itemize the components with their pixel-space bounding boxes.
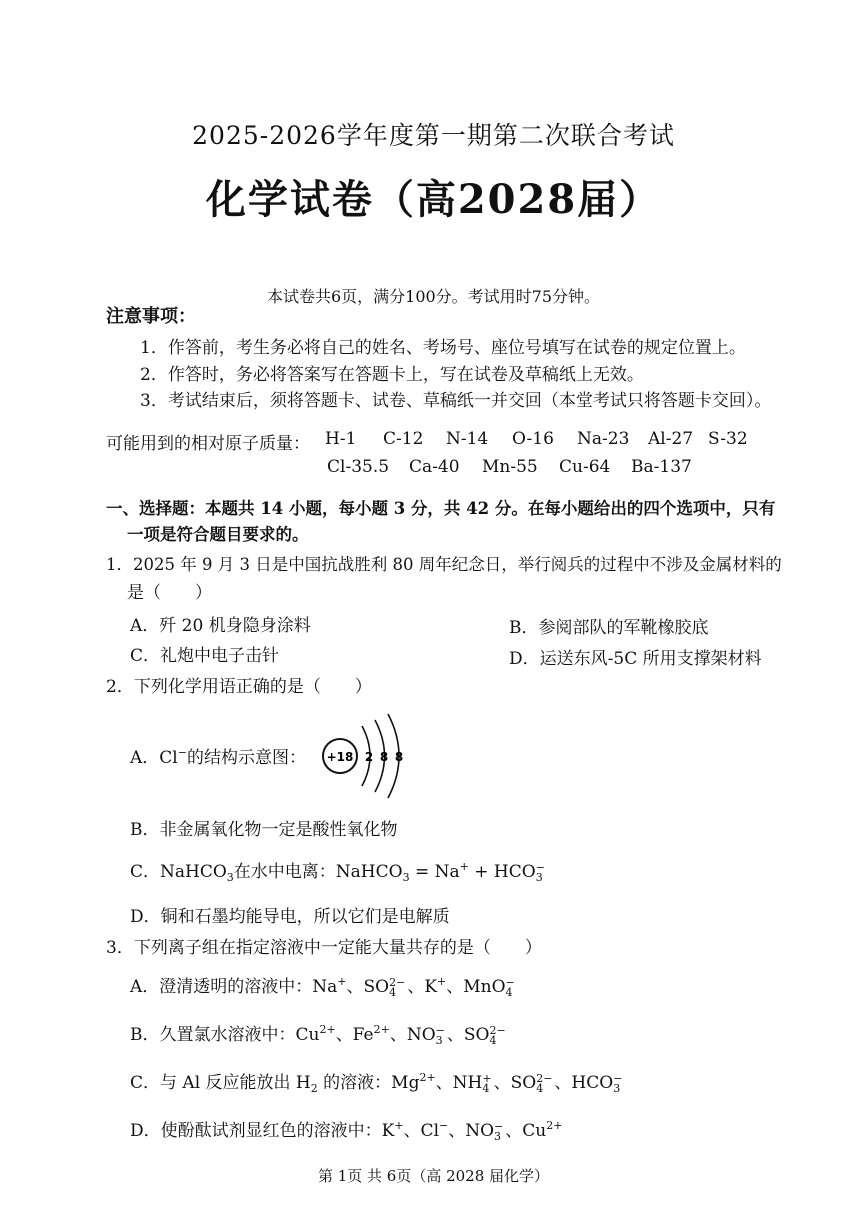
q3-option-a: A．澄清透明的溶液中：Na+、SO 2− 4 、K+、MnO − 4: [130, 975, 515, 999]
atomic-mass-al: Al-27: [648, 429, 694, 449]
q2-c-text: 在水中电离：: [233, 862, 336, 882]
note-item-2: 2．作答时，务必将答案写在答题卡上，写在试卷及草稿纸上无效。: [140, 365, 644, 385]
q2-c-formula-sub: 3: [226, 871, 234, 884]
exam-info: 本试卷共6页，满分100分。考试用时75分钟。: [266, 287, 601, 306]
note-item-1: 1．作答前，考生务必将自己的姓名、考场号、座位号填写在试卷的规定位置上。: [140, 338, 746, 358]
shell-1-count: 2: [364, 750, 374, 764]
page-footer: 第 1页 共 6页（高 2028 届化学）: [317, 1167, 550, 1185]
shell-2-count: 8: [379, 750, 389, 764]
subject-title: 化学试卷（高2028届）: [205, 176, 662, 223]
atomic-mass-na: Na-23: [577, 429, 630, 449]
q3-b-text: B．久置氯水溶液中：: [130, 1025, 296, 1045]
q2-c-eq2-sup: +: [459, 860, 469, 873]
atomic-mass-mn: Mn-55: [482, 457, 538, 477]
q1-stem-line2: 是（ ）: [127, 583, 212, 603]
q2-option-a-prefix: A．: [130, 748, 160, 768]
q2-stem: 2．下列化学用语正确的是（ ）: [106, 677, 372, 697]
q2-option-b: B．非金属氧化物一定是酸性氧化物: [130, 820, 398, 840]
shell-3-count: 8: [394, 750, 404, 764]
atomic-mass-cl: Cl-35.5: [327, 457, 390, 477]
q1-option-c: C．礼炮中电子击针: [130, 646, 280, 666]
q1-option-d: D．运送东风-5C 所用支撑架材料: [509, 649, 762, 669]
atomic-mass-cu: Cu-64: [559, 457, 611, 477]
q1-option-b: B．参阅部队的军靴橡胶底: [509, 618, 709, 638]
q3-stem: 3．下列离子组在指定溶液中一定能大量共存的是（ ）: [106, 938, 542, 958]
q2-option-a-text: 的结构示意图：: [186, 748, 306, 768]
atomic-mass-o: O-16: [512, 429, 554, 449]
atomic-mass-h: H-1: [325, 429, 357, 449]
q3-c-text: C．与 Al 反应能放出 H: [130, 1073, 311, 1093]
atomic-mass-ba: Ba-137: [631, 457, 692, 477]
q2-option-d: D．铜和石墨均能导电，所以它们是电解质: [130, 907, 450, 927]
atomic-mass-n: N-14: [446, 429, 489, 449]
atomic-mass-c: C-12: [383, 429, 424, 449]
note-item-3: 3．考试结束后，须将答题卡、试卷、草稿纸一并交回（本堂考试只将答题卡交回）。: [140, 391, 772, 411]
q3-d-text: D．使酚酞试剂显红色的溶液中：: [130, 1121, 382, 1141]
atom-structure-diagram: [318, 710, 413, 800]
section-heading-line1: 一、选择题：本题共 14 小题，每小题 3 分，共 42 分。在每小题给出的四个选项中，只有: [106, 499, 776, 518]
nucleus-label: +18: [326, 750, 354, 764]
atomic-mass-s: S-32: [708, 429, 748, 449]
q2-option-c-prefix: C．: [130, 862, 161, 882]
q2-c-eq2: = Na: [409, 862, 460, 882]
q3-option-c: C．与 Al 反应能放出 $H_2$ 的溶液：$Mg^{2+}$、NH + 4 、SO 2− 4 、HCO − 3: [130, 1071, 623, 1095]
q3-option-d: D．使酚酞试剂显红色的溶液中：K+、Cl−、NO − 3 、$Cu^{2+}$: [130, 1119, 563, 1143]
notes-heading: 注意事项：: [106, 306, 196, 327]
q2-ion-charge: −: [177, 746, 187, 759]
atomic-mass-label: 可能用到的相对原子质量：: [106, 434, 310, 454]
q2-c-eq3-supsub: − 3: [535, 860, 545, 884]
q1-stem-line1: 1．2025 年 9 月 3 日是中国抗战胜利 80 周年纪念日，举行阅兵的过程中不涉及金属材料的: [106, 555, 782, 574]
q2-c-eq3: + HCO: [468, 862, 536, 882]
q2-option-c: [130, 857, 547, 883]
exam-title: 2025-2026学年度第一期第二次联合考试: [192, 121, 675, 150]
q1-option-a: A．歼 20 机身隐身涂料: [130, 616, 311, 636]
atomic-mass-ca: Ca-40: [409, 457, 460, 477]
q3-option-b: B．久置氯水溶液中：$Cu^{2+}$、$Fe^{2+}$、NO − 3 、SO 2− 4: [130, 1023, 506, 1047]
q3-a-text: A．澄清透明的溶液中：: [130, 977, 313, 997]
q2-ion-cl: Cl: [159, 748, 178, 768]
section-heading-line2: 一项是符合题目要求的。: [127, 525, 309, 544]
q2-c-eq1-sub: 3: [402, 871, 410, 884]
q2-c-formula: NaHCO: [160, 862, 227, 882]
q2-c-eq1: NaHCO: [335, 862, 403, 882]
q2-option-a: [130, 743, 306, 768]
